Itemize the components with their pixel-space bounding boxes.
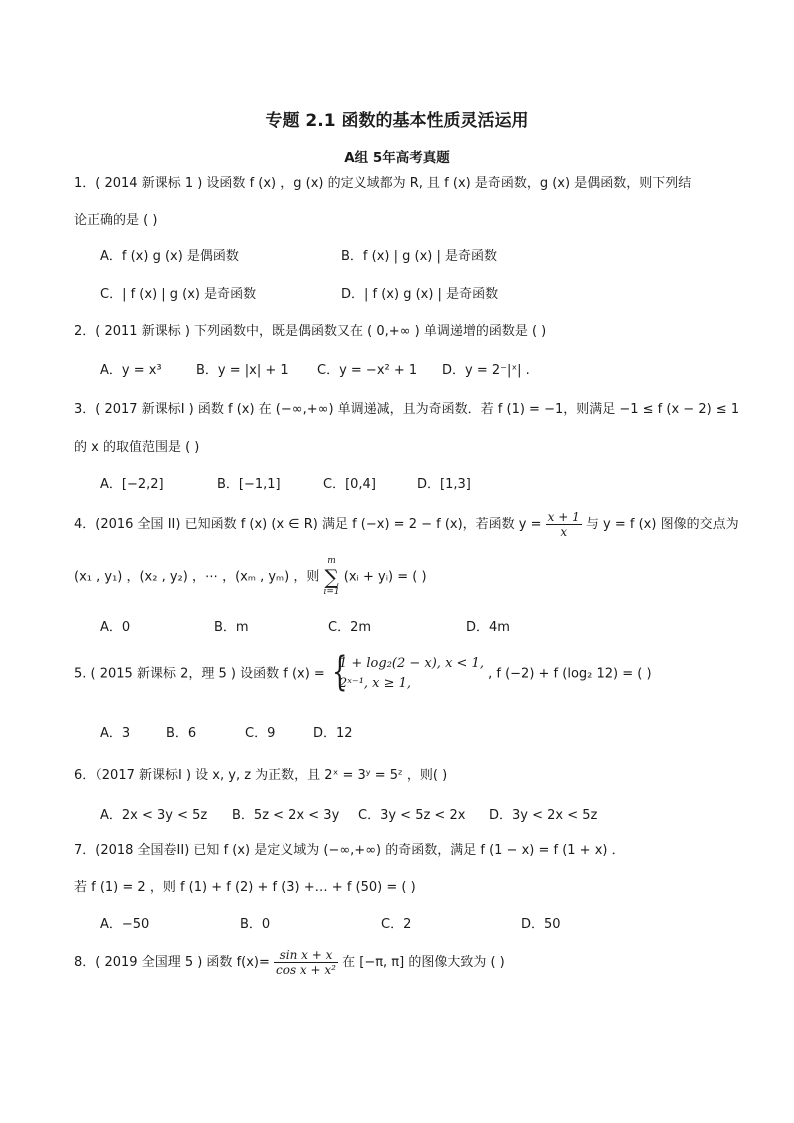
question-7-option-a: A．−50 <box>100 917 150 932</box>
question-4-stem-part-b: 与 y = f (x) 图像的交点为 <box>585 517 739 532</box>
sum-lower-limit: i=1 <box>323 587 340 597</box>
sum-upper-limit: m <box>327 556 336 566</box>
piecewise-case-2: 2ˣ⁻¹, x ≥ 1, <box>338 676 412 691</box>
question-4-option-b: B．m <box>214 620 249 635</box>
question-6-option-b: B．5z < 2x < 3y <box>232 808 340 823</box>
section-subtitle: A组 5年高考真题 <box>344 150 450 166</box>
question-4-stem-part-d: (xᵢ + yᵢ) = ( ) <box>343 569 427 585</box>
question-7-stem-line1: 7．(2018 全国卷II) 已知 f (x) 是定义域为 (−∞,+∞) 的奇函数，满足 f (1 − x) = f (1 + x) ． <box>74 843 625 858</box>
sigma-glyph: ∑ <box>324 565 339 589</box>
question-8-stem-part-b: 在 [−π, π] 的图像大致为 ( ) <box>342 955 505 970</box>
question-5-option-a: A．3 <box>100 726 131 741</box>
question-1-option-d: D．| f (x) g (x) | 是奇函数 <box>341 287 499 302</box>
question-6-option-d: D．3y < 2x < 5z <box>489 808 598 823</box>
question-4-option-d: D．4m <box>466 620 510 635</box>
question-8-fraction <box>274 948 338 977</box>
question-1-option-c: C．| f (x) | g (x) 是奇函数 <box>100 287 257 302</box>
question-7-option-c: C．2 <box>381 917 412 932</box>
question-3-stem-line2: 的 x 的取值范围是 ( ) <box>74 440 200 455</box>
question-5-option-c: C．9 <box>245 726 276 741</box>
question-3-option-a: A．[−2,2] <box>100 477 164 492</box>
question-3-option-c: C．[0,4] <box>323 477 376 492</box>
question-1-option-b: B．f (x) | g (x) | 是奇函数 <box>341 249 497 264</box>
question-4-option-c: C．2m <box>328 620 372 635</box>
piecewise-case-1: 1 + log₂(2 − x), x < 1, <box>338 656 484 671</box>
question-5-stem-part-a: 5. ( 2015 新课标 2，理 5 ) 设函数 f (x) = <box>74 666 325 682</box>
question-6-option-a: A．2x < 3y < 5z <box>100 808 208 823</box>
piecewise-function <box>329 649 484 695</box>
question-8-stem <box>74 948 505 977</box>
fraction-denominator: cos x + x² <box>276 963 336 977</box>
question-5-option-b: B．6 <box>166 726 197 741</box>
question-6-option-c: C．3y < 5z < 2x <box>358 808 466 823</box>
question-4-option-a: A．0 <box>100 620 131 635</box>
question-2-option-d: D．y = 2⁻|ˣ| . <box>442 363 530 378</box>
question-4-stem-part-c: (x₁ , y₁) ，(x₂ , y₂) ，⋯ ，(xₘ , yₘ) ，则 <box>74 569 320 585</box>
question-5-stem <box>74 649 652 695</box>
question-2-option-a: A．y = x³ <box>100 363 162 378</box>
question-1-stem-line2: 论正确的是 ( ) <box>74 213 158 228</box>
question-4-stem-part-a: 4．(2016 全国 II) 已知函数 f (x) (x ∈ R) 满足 f (−x) = 2 − f (x)，若函数 y = <box>74 517 542 532</box>
fraction-denominator: x <box>560 525 568 539</box>
page-title: 专题 2.1 函数的基本性质灵活运用 <box>265 111 529 131</box>
question-2-option-b: B．y = |x| + 1 <box>196 363 289 378</box>
question-7-option-d: D．50 <box>521 917 561 932</box>
question-2-option-c: C．y = −x² + 1 <box>317 363 418 378</box>
fraction-numerator: x + 1 <box>547 510 580 524</box>
question-1-stem-line1: 1．( 2014 新课标 1 ) 设函数 f (x) ，g (x) 的定义域都为 R, 且 f (x) 是奇函数，g (x) 是偶函数，则下列结 <box>74 176 692 191</box>
question-4-stem-line1 <box>74 510 739 539</box>
question-8-stem-part-a: 8．( 2019 全国理 5 ) 函数 f(x)= <box>74 955 270 970</box>
question-3-option-b: B．[−1,1] <box>217 477 281 492</box>
question-3-option-d: D．[1,3] <box>417 477 471 492</box>
question-1-option-a: A．f (x) g (x) 是偶函数 <box>100 249 239 264</box>
question-5-stem-part-b: , f (−2) + f (log₂ 12) = ( ) <box>488 666 652 682</box>
question-5-option-d: D．12 <box>313 726 353 741</box>
question-2-stem: 2．( 2011 新课标 ) 下列函数中，既是偶函数又在 ( 0,+∞ ) 单调递增的函数是 ( ) <box>74 324 547 339</box>
question-3-stem-line1: 3．( 2017 新课标I ) 函数 f (x) 在 (−∞,+∞) 单调递减，且为奇函数．若 f (1) = −1，则满足 −1 ≤ f (x − 2) ≤ 1 <box>74 402 740 417</box>
question-4-fraction <box>546 510 582 539</box>
question-7-stem-line2: 若 f (1) = 2 ，则 f (1) + f (2) + f (3) +… + f (50) = ( ) <box>74 880 416 895</box>
left-brace: { <box>332 649 348 695</box>
summation-symbol <box>324 556 340 598</box>
question-4-stem-line2 <box>74 556 427 598</box>
question-6-stem: 6．（2017 新课标I ) 设 x, y, z 为正数，且 2ˣ = 3ʸ = 5ᶻ ，则( ) <box>74 768 448 783</box>
fraction-numerator: sin x + x <box>274 948 338 963</box>
question-7-option-b: B．0 <box>240 917 271 932</box>
